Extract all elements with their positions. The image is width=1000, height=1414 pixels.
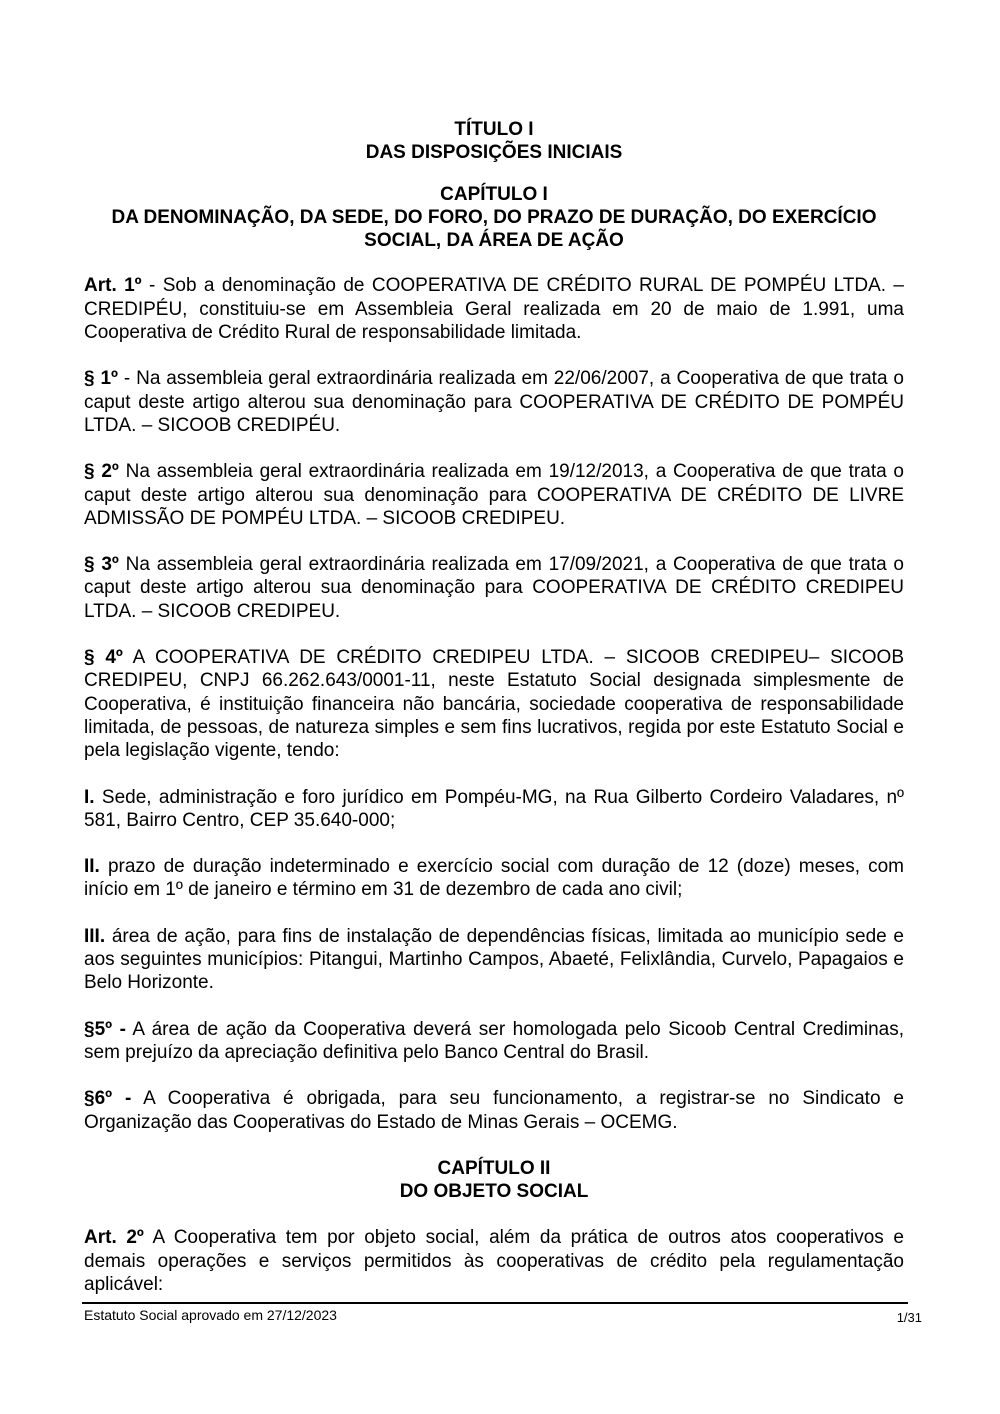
paragraph-1-label: § 1º (84, 368, 118, 390)
paragraph-5-label: §5º - (84, 1018, 126, 1040)
document-page (84, 118, 904, 1296)
paragraph-3-text: Na assembleia geral extraordinária realizada em 17/09/2021, a Cooperativa de que trata o caput deste artigo alterou sua denominação para COOPERATIVA DE CRÉDITO CREDIPEU LTDA. – SICOOB CREDIPEU. (84, 554, 905, 622)
item-i-text: Sede, administração e foro jurídico em Pompéu-MG, na Rua Gilberto Cordeiro Valadares, nº 581, Bairro Centro, CEP 35.640-000; (84, 786, 904, 831)
chapter-2-number: CAPÍTULO II (437, 1157, 551, 1179)
title-heading (84, 118, 904, 165)
chapter-1-title-line-2: SOCIAL, DA ÁREA DE AÇÃO (364, 230, 624, 252)
paragraph-6-text: A Cooperativa é obrigada, para seu funcionamento, a registrar-se no Sindicato e Organização das Cooperativas do Estado de Minas Gerais – OCEMG. (84, 1088, 904, 1133)
paragraph-5 (84, 1018, 904, 1065)
paragraph-6-label: §6º - (84, 1088, 132, 1110)
paragraph-4-label: § 4º (84, 647, 123, 669)
chapter-1-heading (84, 183, 904, 253)
paragraph-2 (84, 460, 904, 530)
paragraph-6 (84, 1087, 904, 1134)
item-ii-text: prazo de duração indeterminado e exercício social com duração de 12 (doze) meses, com início em 1º de janeiro e término em 31 de dezembro de cada ano civil; (84, 856, 904, 901)
paragraph-2-text: Na assembleia geral extraordinária realizada em 19/12/2013, a Cooperativa de que trata o caput deste artigo alterou sua denominação para COOPERATIVA DE CRÉDITO DE LIVRE ADMISSÃO DE POMPÉU LTDA. – SICOOB CREDIPEU. (84, 461, 905, 529)
item-iii-text: área de ação, para fins de instalação de dependências físicas, limitada ao município sede e aos seguintes municípios: Pitangui, Martinho Campos, Abaeté, Felixlândia, Curvelo, Papagaios e Belo Horizonte. (84, 925, 904, 994)
chapter-2-title: DO OBJETO SOCIAL (399, 1181, 589, 1203)
article-1-text: - Sob a denominação de COOPERATIVA DE CRÉDITO RURAL DE POMPÉU LTDA. – CREDIPÉU, constituiu-se em Assembleia Geral realizada em 20 de maio de 1.991, uma Cooperativa de Crédito Rural de responsabilidade limitada. (84, 275, 904, 344)
article-1-label: Art. 1º (84, 275, 142, 297)
title-line-2: DAS DISPOSIÇÕES INICIAIS (365, 142, 623, 164)
item-ii (84, 855, 904, 902)
paragraph-4 (84, 646, 904, 762)
article-2 (84, 1226, 904, 1296)
item-iii (84, 925, 904, 995)
page-number: 1/31 (896, 1310, 922, 1325)
paragraph-3-label: § 3º (84, 554, 119, 576)
footer-approval-text: Estatuto Social aprovado em 27/12/2023 (84, 1307, 337, 1323)
chapter-1-number: CAPÍTULO I (440, 183, 548, 205)
article-1 (84, 274, 904, 344)
paragraph-1-text: - Na assembleia geral extraordinária realizada em 22/06/2007, a Cooperativa de que trata o caput deste artigo alterou sua denominação para COOPERATIVA DE CRÉDITO DE POMPÉU LTDA. – SICOOB CREDIPÉU. (84, 368, 904, 436)
item-i (84, 786, 904, 833)
title-line-1: TÍTULO I (454, 119, 534, 140)
paragraph-4-text: A COOPERATIVA DE CRÉDITO CREDIPEU LTDA. – SICOOB CREDIPEU– SICOOB CREDIPEU, CNPJ 66.262.643/0001-11, neste Estatuto Social designada simplesmente de Cooperativa, é instituição financeira não bancária, sociedade cooperativa de responsabilidade limitada, de pessoas, de natureza simples e sem fins lucrativos, regida por este Estatuto Social e pela legislação vigente, tendo: (84, 647, 904, 762)
article-2-text: A Cooperativa tem por objeto social, além da prática de outros atos cooperativos e demais operações e serviços permitidos às cooperativas de crédito pela regulamentação aplicável: (84, 1227, 904, 1295)
chapter-1-title-line-1: DA DENOMINAÇÃO, DA SEDE, DO FORO, DO PRAZO DE DURAÇÃO, DO EXERCÍCIO (111, 206, 877, 228)
paragraph-5-text: A área de ação da Cooperativa deverá ser homologada pelo Sicoob Central Crediminas, sem prejuízo da apreciação definitiva pelo Banco Central do Brasil. (84, 1018, 904, 1063)
paragraph-1 (84, 367, 904, 437)
paragraph-3 (84, 553, 904, 623)
paragraph-2-label: § 2º (84, 461, 119, 483)
chapter-2-heading (84, 1157, 904, 1204)
footer-divider (82, 1302, 908, 1304)
item-i-label: I. (84, 786, 95, 808)
article-2-label: Art. 2º (84, 1227, 144, 1249)
item-iii-label: III. (84, 925, 106, 947)
item-ii-label: II. (84, 856, 100, 878)
